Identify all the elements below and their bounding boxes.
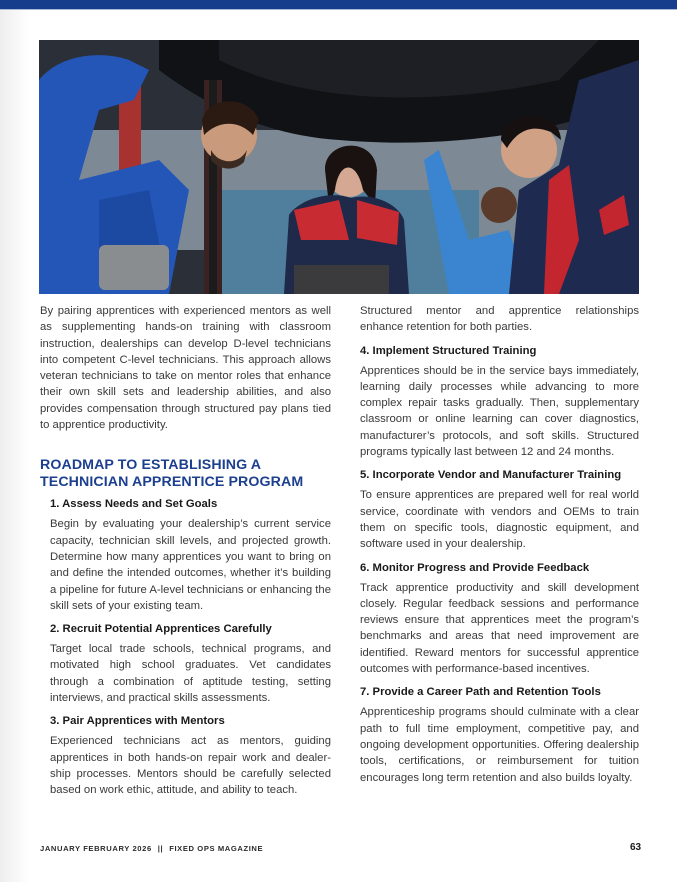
step-title: 7. Provide a Career Path and Retention Tools — [360, 686, 601, 699]
step-title: 5. Incorporate Vendor and Manufacturer Training — [360, 469, 622, 482]
step-title: 1. Assess Needs and Set Goals — [50, 498, 218, 511]
right-column — [360, 303, 639, 794]
step-7 — [360, 685, 639, 785]
step-2 — [40, 622, 331, 706]
hero-photo — [39, 40, 639, 294]
step-3-continuation: Structured mentor and apprentice relationships enhance retention for both parties. — [360, 305, 639, 334]
step-body: Target local trade schools, technical programs, and motivated high school graduates. Vet candidates through a combination of aptitude testing, setting interviews, and practical skills assessments. — [50, 643, 331, 705]
left-column — [40, 303, 331, 807]
footer-issue-date: JANUARY FEBRUARY 2026 — [40, 844, 152, 853]
step-6 — [360, 561, 639, 678]
step-1 — [40, 497, 331, 614]
step-body: Apprentices should be in the service bays immediately, learning daily processes while advancing to more complex repair tasks gradually. Then, supplementary classroom or online learning can cover diagnostics, manufacturer’s protocols, and soft skills. Structured programs typically last between 12 and 24 months. — [360, 364, 639, 459]
step-4 — [360, 344, 639, 461]
footer-issue-line — [40, 844, 263, 853]
section-heading-line-1: ROADMAP TO ESTABLISHING A — [40, 457, 262, 474]
step-body: Begin by evaluating your dealership’s current service capacity, technician skill levels, and projected growth. Determine how many apprentices you want to bring on and define the intended outcomes, whether it’s building a pipeline for future A-level technicians or enhancing the skill sets of your existing team. — [50, 518, 331, 612]
page-number: 63 — [630, 842, 642, 853]
section-heading-line-2: TECHNICIAN APPRENTICE PROGRAM — [40, 474, 304, 491]
step-title: 3. Pair Apprentices with Mentors — [50, 715, 225, 728]
step-title: 6. Monitor Progress and Provide Feedback — [360, 561, 590, 574]
intro-paragraph: By pairing apprentices with experienced mentors as well as supplementing hands-on training with classroom instruction, dealerships can develop D-level technicians into competent C-level technicians. This approach allows veteran technicians to take on mentor roles that enhance their own skill sets and leadership abilities, and also provides compensation through structured pay plans tied to apprentice productivity. — [40, 305, 331, 432]
section-heading — [40, 457, 331, 491]
step-title: 4. Implement Structured Training — [360, 344, 537, 357]
step-body: To ensure apprentices are prepared well for real world service, coordinate with vendors and OEMs to train them on specific tools, diagnostic equipment, and software used in your dealership. — [360, 489, 639, 551]
step-title: 2. Recruit Potential Apprentices Carefully — [50, 623, 272, 636]
step-body: Apprenticeship programs should culminate with a clear path to full time employment, competitive pay, and ongoing development opportunities. Offering dealership tools, certifications, or reimbursement for tuition encourages long term retention and also builds loyalty. — [360, 706, 639, 784]
footer-publication: FIXED OPS MAGAZINE — [169, 844, 264, 853]
step-5 — [360, 468, 639, 552]
technicians-photo-illustration — [39, 40, 639, 294]
header-accent-bar — [0, 0, 677, 10]
footer-separator: || — [157, 844, 164, 853]
step-body: Track apprentice productivity and skill development closely. Regular feedback sessions and performance reviews ensure that apprentices meet the program’s benchmarks and areas that need improvement are identified. Reward mentors for successful apprentice outcomes with performance-based incentives. — [360, 581, 639, 676]
step-3 — [40, 714, 331, 798]
step-body: Experienced technicians act as mentors, guiding apprentices in both hands-on repair work and dealer-ship processes. Mentors should be carefully selected based on work ethic, attitude, and ability to teach. — [50, 735, 331, 797]
page-gutter-shadow — [0, 10, 30, 882]
